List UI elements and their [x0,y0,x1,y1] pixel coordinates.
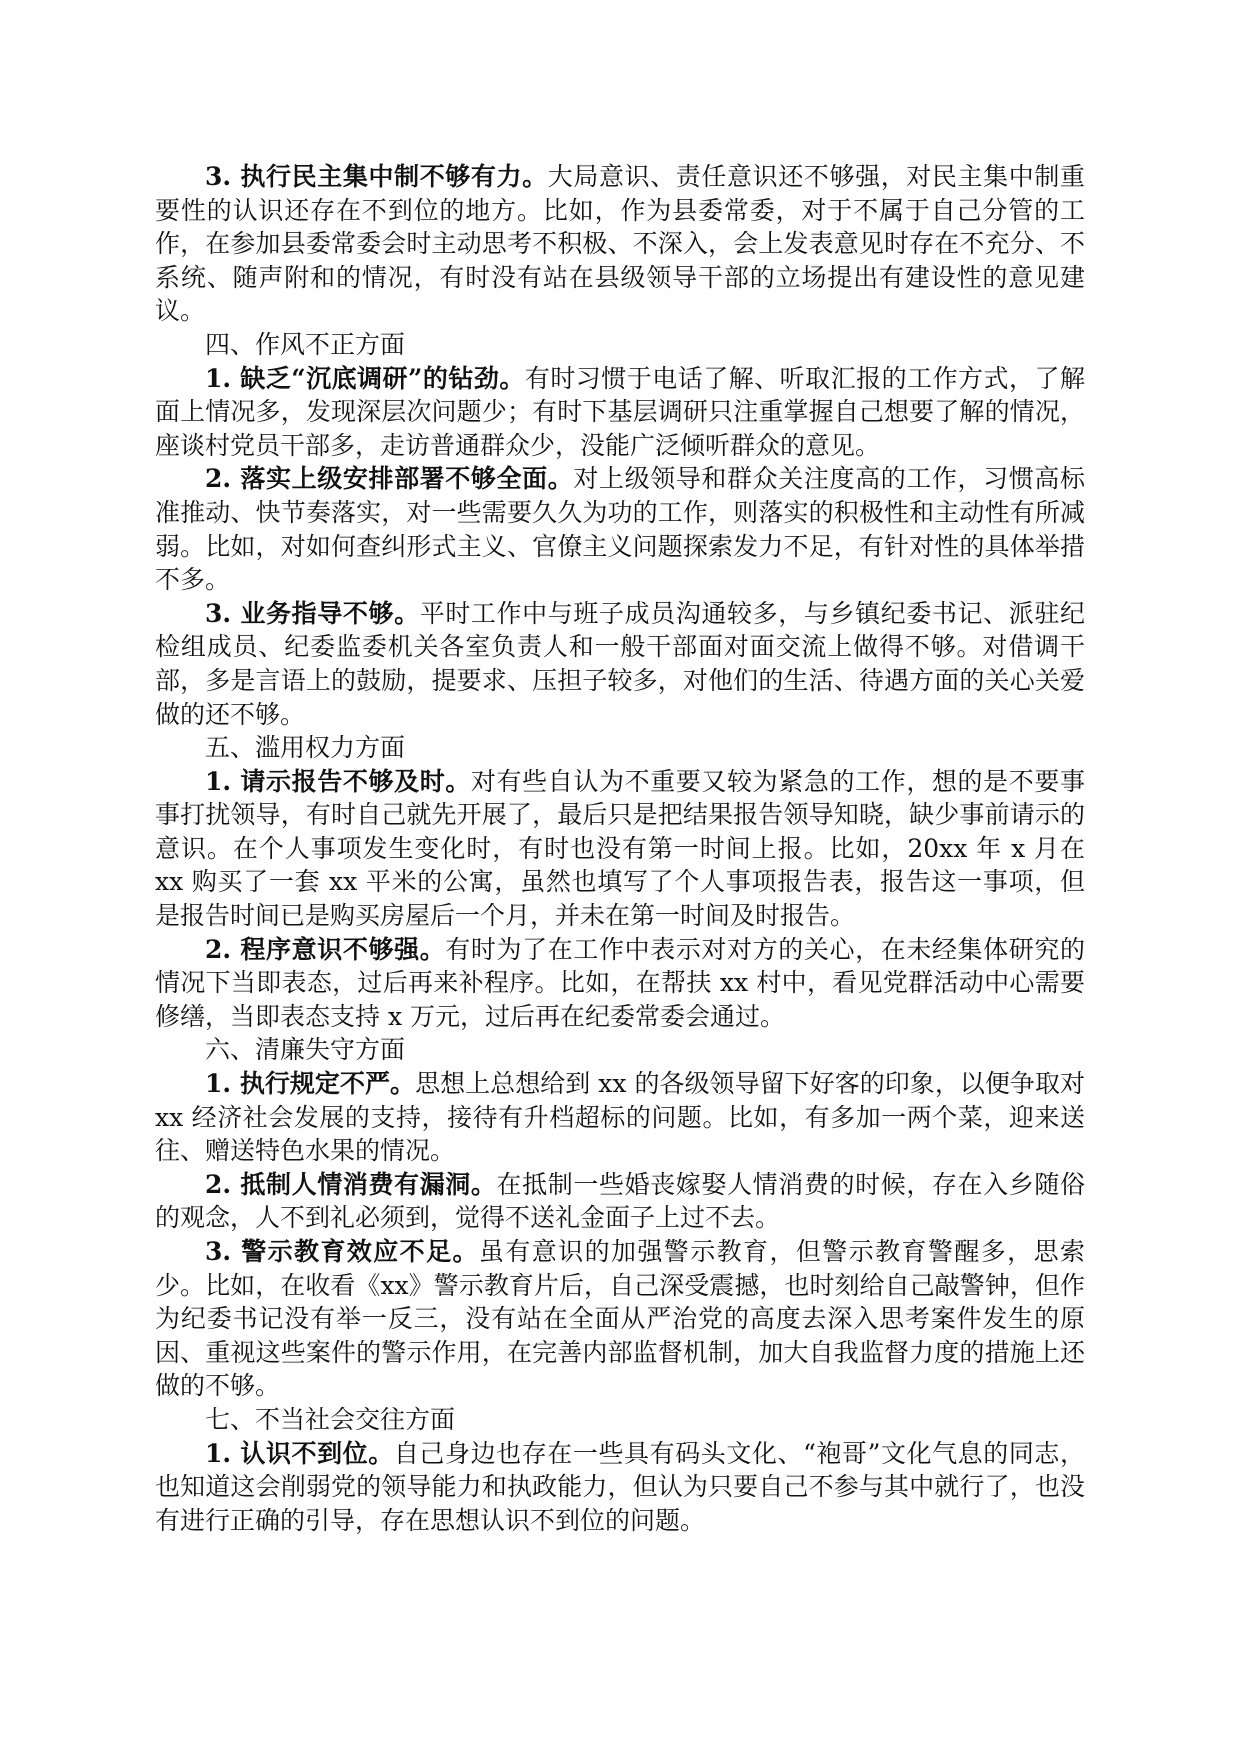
paragraph-lead: 2. 抵制人情消费有漏洞。 [205,1169,497,1199]
paragraph-body: 对上级领导和群众关注度高的工作，习惯高标准推动、快节奏落实，对一些需要久久为功的工作，则落实的积极性和主动性有所减弱。比如，对如何查纠形式主义、官僚主义问题探索发力不足，有针对性的具体举措不多。 [155,464,1085,595]
paragraph-body: 对有些自认为不重要又较为紧急的工作，想的是不要事事打扰领导，有时自己就先开展了，最后只是把结果报告领导知晓，缺少事前请示的意识。在个人事项发生变化时，有时也没有第一时间上报。比如，20xx 年 x 月在 xx 购买了一套 xx 平米的公寓，虽然也填写了个人事项报告表，报告这一事项，但是报告时间已是购买房屋后一个月，并未在第一时间及时报告。 [155,766,1085,931]
paragraph-lead: 3. 业务指导不够。 [205,598,420,628]
paragraph-4-1 [155,362,1085,463]
paragraph-body: 思想上总想给到 xx 的各级领导留下好客的印象，以便争取对 xx 经济社会发展的支持，接待有升档超标的问题。比如，有多加一两个菜，迎来送往、赠送特色水果的情况。 [155,1069,1085,1166]
paragraph-body: 有时为了在工作中表示对对方的关心，在未经集体研究的情况下当即表态，过后再来补程序。比如，在帮扶 xx 村中，看见党群活动中心需要修缮，当即表态支持 x 万元，过后再在纪委常委会通过。 [155,934,1085,1031]
paragraph-lead: 2. 落实上级安排部署不够全面。 [205,464,574,494]
section-heading-4: 四、作风不正方面 [205,329,406,359]
paragraph-body: 大局意识、责任意识还不够强，对民主集中制重要性的认识还存在不到位的地方。比如，作为县委常委，对于不属于自己分管的工作，在参加县委常委会时主动思考不积极、不深入，会上发表意见时存在不充分、不系统、随声附和的情况，有时没有站在县级领导干部的立场提出有建设性的意见建议。 [155,162,1085,326]
paragraph-lead: 1. 认识不到位。 [205,1438,394,1468]
paragraph-lead: 1. 执行规定不严。 [205,1069,416,1099]
paragraph-lead: 1. 请示报告不够及时。 [205,766,471,796]
paragraph-3-1 [155,160,1085,328]
paragraph-body: 平时工作中与班子成员沟通较多，与乡镇纪委书记、派驻纪检组成员、纪委监委机关各室负责人和一般干部面对面交流上做得不够。对借调干部，多是言语上的鼓励，提要求、压担子较多，对他们的生活、待遇方面的关心关爱做的还不够。 [155,598,1085,729]
paragraph-body: 自己身边也存在一些具有码头文化、“袍哥”文化气息的同志，也知道这会削弱党的领导能力和执政能力，但认为只要自己不参与其中就行了，也没有进行正确的引导，存在思想认识不到位的问题。 [155,1438,1085,1535]
paragraph-6-3 [155,1235,1085,1403]
section-heading-7: 七、不当社会交往方面 [205,1404,456,1434]
section-heading-6: 六、清廉失守方面 [205,1035,406,1065]
document-page [155,160,1085,1537]
paragraph-lead: 3. 执行民主集中制不够有力。 [205,162,548,191]
paragraph-lead: 3. 警示教育效应不足。 [205,1237,479,1266]
paragraph-lead: 1. 缺乏“沉底调研”的钻劲。 [205,363,525,393]
paragraph-6-2 [155,1168,1085,1235]
paragraph-6-1 [155,1067,1085,1168]
paragraph-body: 在抵制一些婚丧嫁娶人情消费的时候，存在入乡随俗的观念，人不到礼必须到，觉得不送礼金面子上过不去。 [155,1169,1085,1233]
paragraph-5-1 [155,765,1085,933]
paragraph-5-2 [155,933,1085,1034]
paragraph-4-3 [155,597,1085,731]
section-heading-5: 五、滥用权力方面 [205,733,406,763]
paragraph-7-1 [155,1437,1085,1538]
paragraph-body: 虽有意识的加强警示教育，但警示教育警醒多，思索少。比如，在收看《xx》警示教育片后，自己深受震撼，也时刻给自己敲警钟，但作为纪委书记没有举一反三，没有站在全面从严治党的高度去深入思考案件发生的原因、重视这些案件的警示作用，在完善内部监督机制，加大自我监督力度的措施上还做的不够。 [155,1237,1085,1401]
paragraph-4-2 [155,462,1085,596]
paragraph-lead: 2. 程序意识不够强。 [205,934,446,964]
paragraph-body: 有时习惯于电话了解、听取汇报的工作方式，了解面上情况多，发现深层次问题少；有时下基层调研只注重掌握自己想要了解的情况，座谈村党员干部多，走访普通群众少，没能广泛倾听群众的意见。 [155,363,1085,460]
